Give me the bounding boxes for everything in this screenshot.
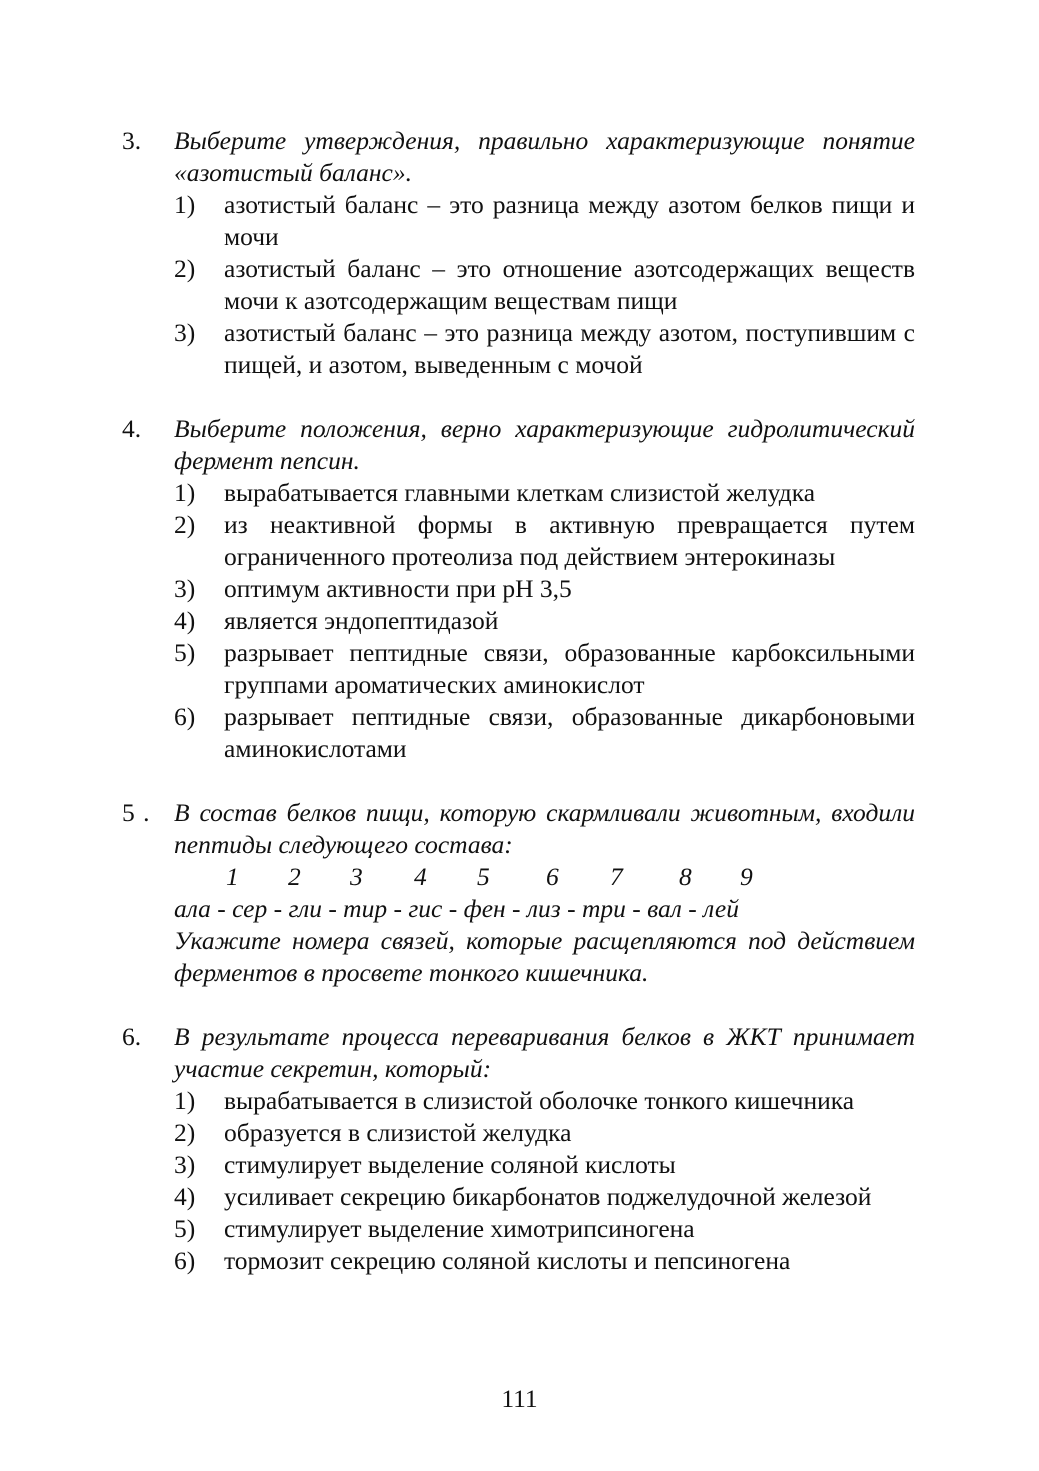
answer-options [122, 477, 915, 765]
option-text: вырабатывается в слизистой оболочке тонкого кишечника [224, 1086, 855, 1115]
bond-number: 1 [226, 862, 239, 891]
question-5 [122, 797, 915, 989]
option-number: 3) [174, 574, 196, 603]
question-number: 4. [122, 414, 142, 443]
answer-options [122, 189, 915, 381]
bond-number: 6 [546, 862, 559, 891]
option-text: разрывает пептидные связи, образованные дикарбоновыми аминокислотами [224, 702, 915, 763]
option-text: стимулирует выделение соляной кислоты [224, 1150, 676, 1179]
option-text: оптимум активности при pH 3,5 [224, 574, 572, 603]
bond-number: 9 [740, 862, 753, 891]
option-number: 5) [174, 1214, 196, 1243]
question-instruction: Укажите номера связей, которые расщепляются под действием ферментов в просвете тонкого кишечника. [174, 926, 915, 987]
answer-option [122, 1085, 915, 1117]
bond-number: 8 [679, 862, 692, 891]
answer-option [122, 1117, 915, 1149]
option-number: 2) [174, 1118, 196, 1147]
option-text: вырабатывается главными клеткам слизистой желудка [224, 478, 816, 507]
answer-option [122, 701, 915, 765]
answer-option [122, 189, 915, 253]
option-text: усиливает секрецию бикарбонатов поджелудочной железой [224, 1182, 872, 1211]
option-number: 5) [174, 638, 196, 667]
document-page [122, 125, 915, 1309]
option-text: азотистый баланс – это разница между азотом, поступившим с пищей, и азотом, выведенным с мочой [224, 318, 915, 379]
bond-numbers [174, 861, 915, 893]
question-prompt: В результате процесса переваривания белков в ЖКТ принимает участие секретин, который: [174, 1022, 915, 1083]
answer-option [122, 1213, 915, 1245]
option-text: азотистый баланс – это разница между азотом белков пищи и мочи [224, 190, 915, 251]
question-number: 6. [122, 1022, 142, 1051]
question-prompt: В состав белков пищи, которую скармливали животным, входили пептиды следующего состава: [174, 798, 915, 859]
bond-number: 7 [610, 862, 623, 891]
answer-option [122, 1181, 915, 1213]
page-number: 111 [501, 1384, 538, 1413]
option-number: 4) [174, 1182, 196, 1211]
option-text: является эндопептидазой [224, 606, 499, 635]
peptide-sequence: ала - сер - гли - тир - гис - фен - лиз - три - вал - лей [174, 894, 739, 923]
question-prompt: Выберите положения, верно характеризующие гидролитический фермент пепсин. [174, 414, 915, 475]
answer-option [122, 1149, 915, 1181]
option-text: азотистый баланс – это отношение азотсодержащих веществ мочи к азотсодержащим веществам пищи [224, 254, 915, 315]
answer-options [122, 1085, 915, 1277]
bond-number: 2 [288, 862, 301, 891]
answer-option [122, 1245, 915, 1277]
option-number: 4) [174, 606, 196, 635]
option-text: образуется в слизистой желудка [224, 1118, 572, 1147]
option-number: 3) [174, 318, 196, 347]
bond-number: 3 [350, 862, 363, 891]
option-text: из неактивной формы в активную превращается путем ограниченного протеолиза под действием энтерокиназы [224, 510, 915, 571]
option-number: 1) [174, 478, 196, 507]
answer-option [122, 317, 915, 381]
question-number: 5 . [122, 798, 151, 827]
answer-option [122, 605, 915, 637]
option-number: 6) [174, 702, 196, 731]
answer-option [122, 509, 915, 573]
question-6 [122, 1021, 915, 1277]
option-number: 2) [174, 510, 196, 539]
option-text: стимулирует выделение химотрипсиногена [224, 1214, 695, 1243]
answer-option [122, 477, 915, 509]
bond-number: 4 [414, 862, 427, 891]
answer-option [122, 253, 915, 317]
question-number: 3. [122, 126, 142, 155]
option-number: 6) [174, 1246, 196, 1275]
option-number: 1) [174, 190, 196, 219]
option-number: 2) [174, 254, 196, 283]
bond-number: 5 [477, 862, 490, 891]
option-text: разрывает пептидные связи, образованные карбоксильными группами ароматических аминокислот [224, 638, 915, 699]
option-text: тормозит секрецию соляной кислоты и пепсиногена [224, 1246, 791, 1275]
answer-option [122, 637, 915, 701]
question-4 [122, 413, 915, 765]
option-number: 3) [174, 1150, 196, 1179]
option-number: 1) [174, 1086, 196, 1115]
answer-option [122, 573, 915, 605]
question-3 [122, 125, 915, 381]
question-prompt: Выберите утверждения, правильно характеризующие понятие «азотистый баланс». [174, 126, 915, 187]
